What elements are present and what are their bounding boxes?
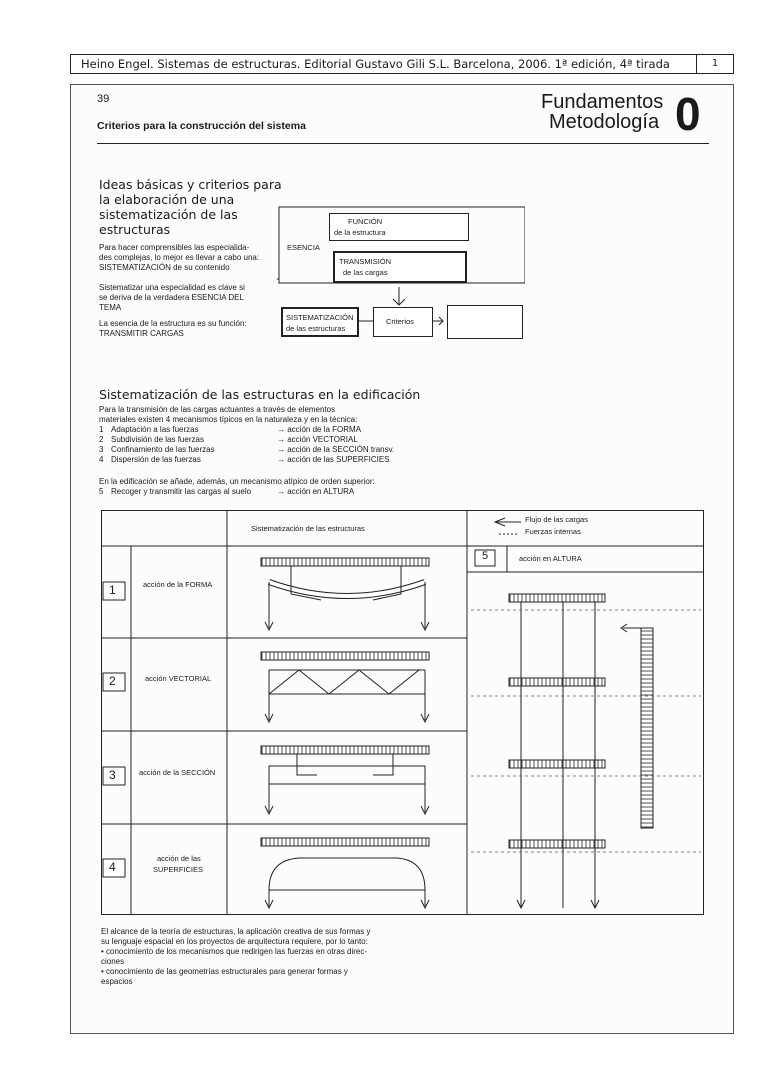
funcion-sublabel: de la estructura: [334, 228, 386, 237]
row-label-altura: acción en ALTURA: [519, 554, 582, 563]
paragraph-line: TEMA: [99, 303, 122, 312]
intro-paragraph-3: [99, 319, 247, 339]
criterios-label: Criterios: [386, 317, 414, 326]
item-text: Confinamiento de las fuerzas: [111, 445, 215, 454]
item-number: 5: [99, 487, 104, 496]
table-header: Sistematización de las estructuras: [251, 524, 365, 533]
chapter-number: 0: [675, 88, 701, 140]
row-number-2: 2: [109, 674, 116, 688]
transmision-sublabel: de las cargas: [343, 268, 388, 277]
paragraph-line: se deriva de la verdadera ESENCIA DEL: [99, 293, 244, 302]
transmision-box: [333, 251, 467, 283]
bullet-line: • conocimiento de los mecanismos que redirigen las fuerzas en otras direc-: [101, 947, 368, 956]
intro-heading-line: la elaboración de una: [99, 192, 235, 207]
intro-paragraph-2: [99, 283, 245, 313]
empty-box: [447, 305, 523, 339]
item-text: Subdivisión de las fuerzas: [111, 435, 204, 444]
row-number-4: 4: [109, 860, 116, 874]
bullet-line: ciones: [101, 957, 125, 966]
header-rule: [97, 143, 709, 144]
row-number-5: 5: [482, 550, 489, 562]
item-number: 1: [99, 425, 104, 434]
esencia-label: ESENCIA: [287, 243, 320, 252]
mechanism-list: [99, 425, 409, 465]
item-number: 2: [99, 435, 104, 444]
funcion-box: [329, 213, 469, 241]
sistematizacion-intro: [99, 405, 357, 425]
row-label-forma: acción de la FORMA: [143, 580, 213, 589]
bullet-line: espacios: [101, 977, 133, 986]
chapter-title-line1: Fundamentos: [541, 91, 664, 113]
sistematizacion-box: [281, 307, 359, 337]
header-bar: [70, 54, 734, 74]
item-number: 3: [99, 445, 104, 454]
bullet-line: • conocimiento de las geometrías estructurales para generar formas y: [101, 967, 348, 976]
legend-internal-forces: Fuerzas internas: [525, 527, 581, 536]
item-result: → acción VECTORIAL: [277, 435, 358, 444]
paragraph-line: El alcance de la teoría de estructuras, la aplicación creativa de sus formas y: [101, 927, 371, 936]
row-label-superficies-1: acción de las: [157, 854, 201, 863]
paragraph-line: Para hacer comprensibles las especialida-: [99, 243, 250, 252]
paragraph-line: su lenguaje espacial en los proyectos de arquitectura requiere, por lo tanto:: [101, 937, 368, 946]
item-result: → acción de la SECCIÓN transv.: [277, 445, 395, 454]
intro-heading-line: sistematización de las: [99, 207, 238, 222]
intro-heading-line: estructuras: [99, 222, 171, 237]
criterios-box: [373, 307, 433, 337]
funcion-label: FUNCIÓN: [348, 217, 383, 226]
chapter-title-line2: Metodología: [549, 111, 660, 133]
paragraph-line: materiales existen 4 mecanismos típicos en la naturaleza y en la técnica:: [99, 415, 358, 424]
paragraph-line: SISTEMATIZACIÓN de su contenido: [99, 263, 230, 272]
item-text: Dispersión de las fuerzas: [111, 455, 201, 464]
row-label-seccion: acción de la SECCIÓN: [139, 768, 216, 777]
item-number: 4: [99, 455, 104, 464]
mechanism-item-5: [99, 487, 419, 497]
sistematizacion-heading: Sistematización de las estructuras en la edificación: [99, 387, 421, 402]
intro-heading: [99, 177, 282, 237]
sistematizacion-label: SISTEMATIZACIÓN: [286, 313, 354, 322]
item-text: Adaptación a las fuerzas: [111, 425, 199, 434]
paragraph-line: La esencia de la estructura es su función:: [99, 319, 247, 328]
scanned-page: [70, 84, 734, 1034]
paragraph-line: TRANSMITIR CARGAS: [99, 329, 184, 338]
structures-table: [101, 510, 704, 915]
item-result: → acción de las SUPERFICIES: [277, 455, 390, 464]
book-page-number: 39: [97, 93, 110, 105]
paragraph-line: Sistematizar una especialidad es clave si: [99, 283, 245, 292]
header-title: Heino Engel. Sistemas de estructuras. Editorial Gustavo Gili S.L. Barcelona, 2006. 1ª edición, 4ª tirada: [81, 57, 670, 71]
item-text: Recoger y transmitir las cargas al suelo: [111, 487, 252, 496]
mechanism-item: [99, 445, 409, 455]
intro-paragraph-1: [99, 243, 259, 273]
legend-load-flow: Flujo de las cargas: [525, 515, 588, 524]
header-page-number: 1: [696, 55, 733, 73]
paragraph-line: des complejas, lo mejor es llevar a cabo una:: [99, 253, 260, 262]
mechanism-item: [99, 435, 409, 445]
mechanism-item: [99, 425, 409, 435]
row-label-vectorial: acción VECTORIAL: [145, 674, 212, 683]
section-title: Criterios para la construcción del sistema: [97, 120, 306, 132]
mechanism-item: [99, 455, 409, 465]
item-result: → acción de la FORMA: [277, 425, 362, 434]
flow-diagram: [277, 205, 525, 345]
extra-mechanism-text: En la edificación se añade, además, un mecanismo atípico de orden superior:: [99, 477, 375, 486]
transmision-label: TRANSMISIÓN: [339, 257, 392, 266]
paragraph-line: Para la transmisión de las cargas actuantes a través de elementos: [99, 405, 336, 414]
sistematizacion-sublabel: de las estructuras: [286, 324, 346, 333]
row-label-superficies-2: SUPERFICIES: [153, 865, 204, 874]
row-number-1: 1: [109, 583, 116, 597]
intro-heading-line: Ideas básicas y criterios para: [99, 177, 282, 192]
item-result: → acción en ALTURA: [277, 487, 355, 496]
closing-text: [101, 927, 370, 987]
row-number-3: 3: [109, 768, 116, 782]
